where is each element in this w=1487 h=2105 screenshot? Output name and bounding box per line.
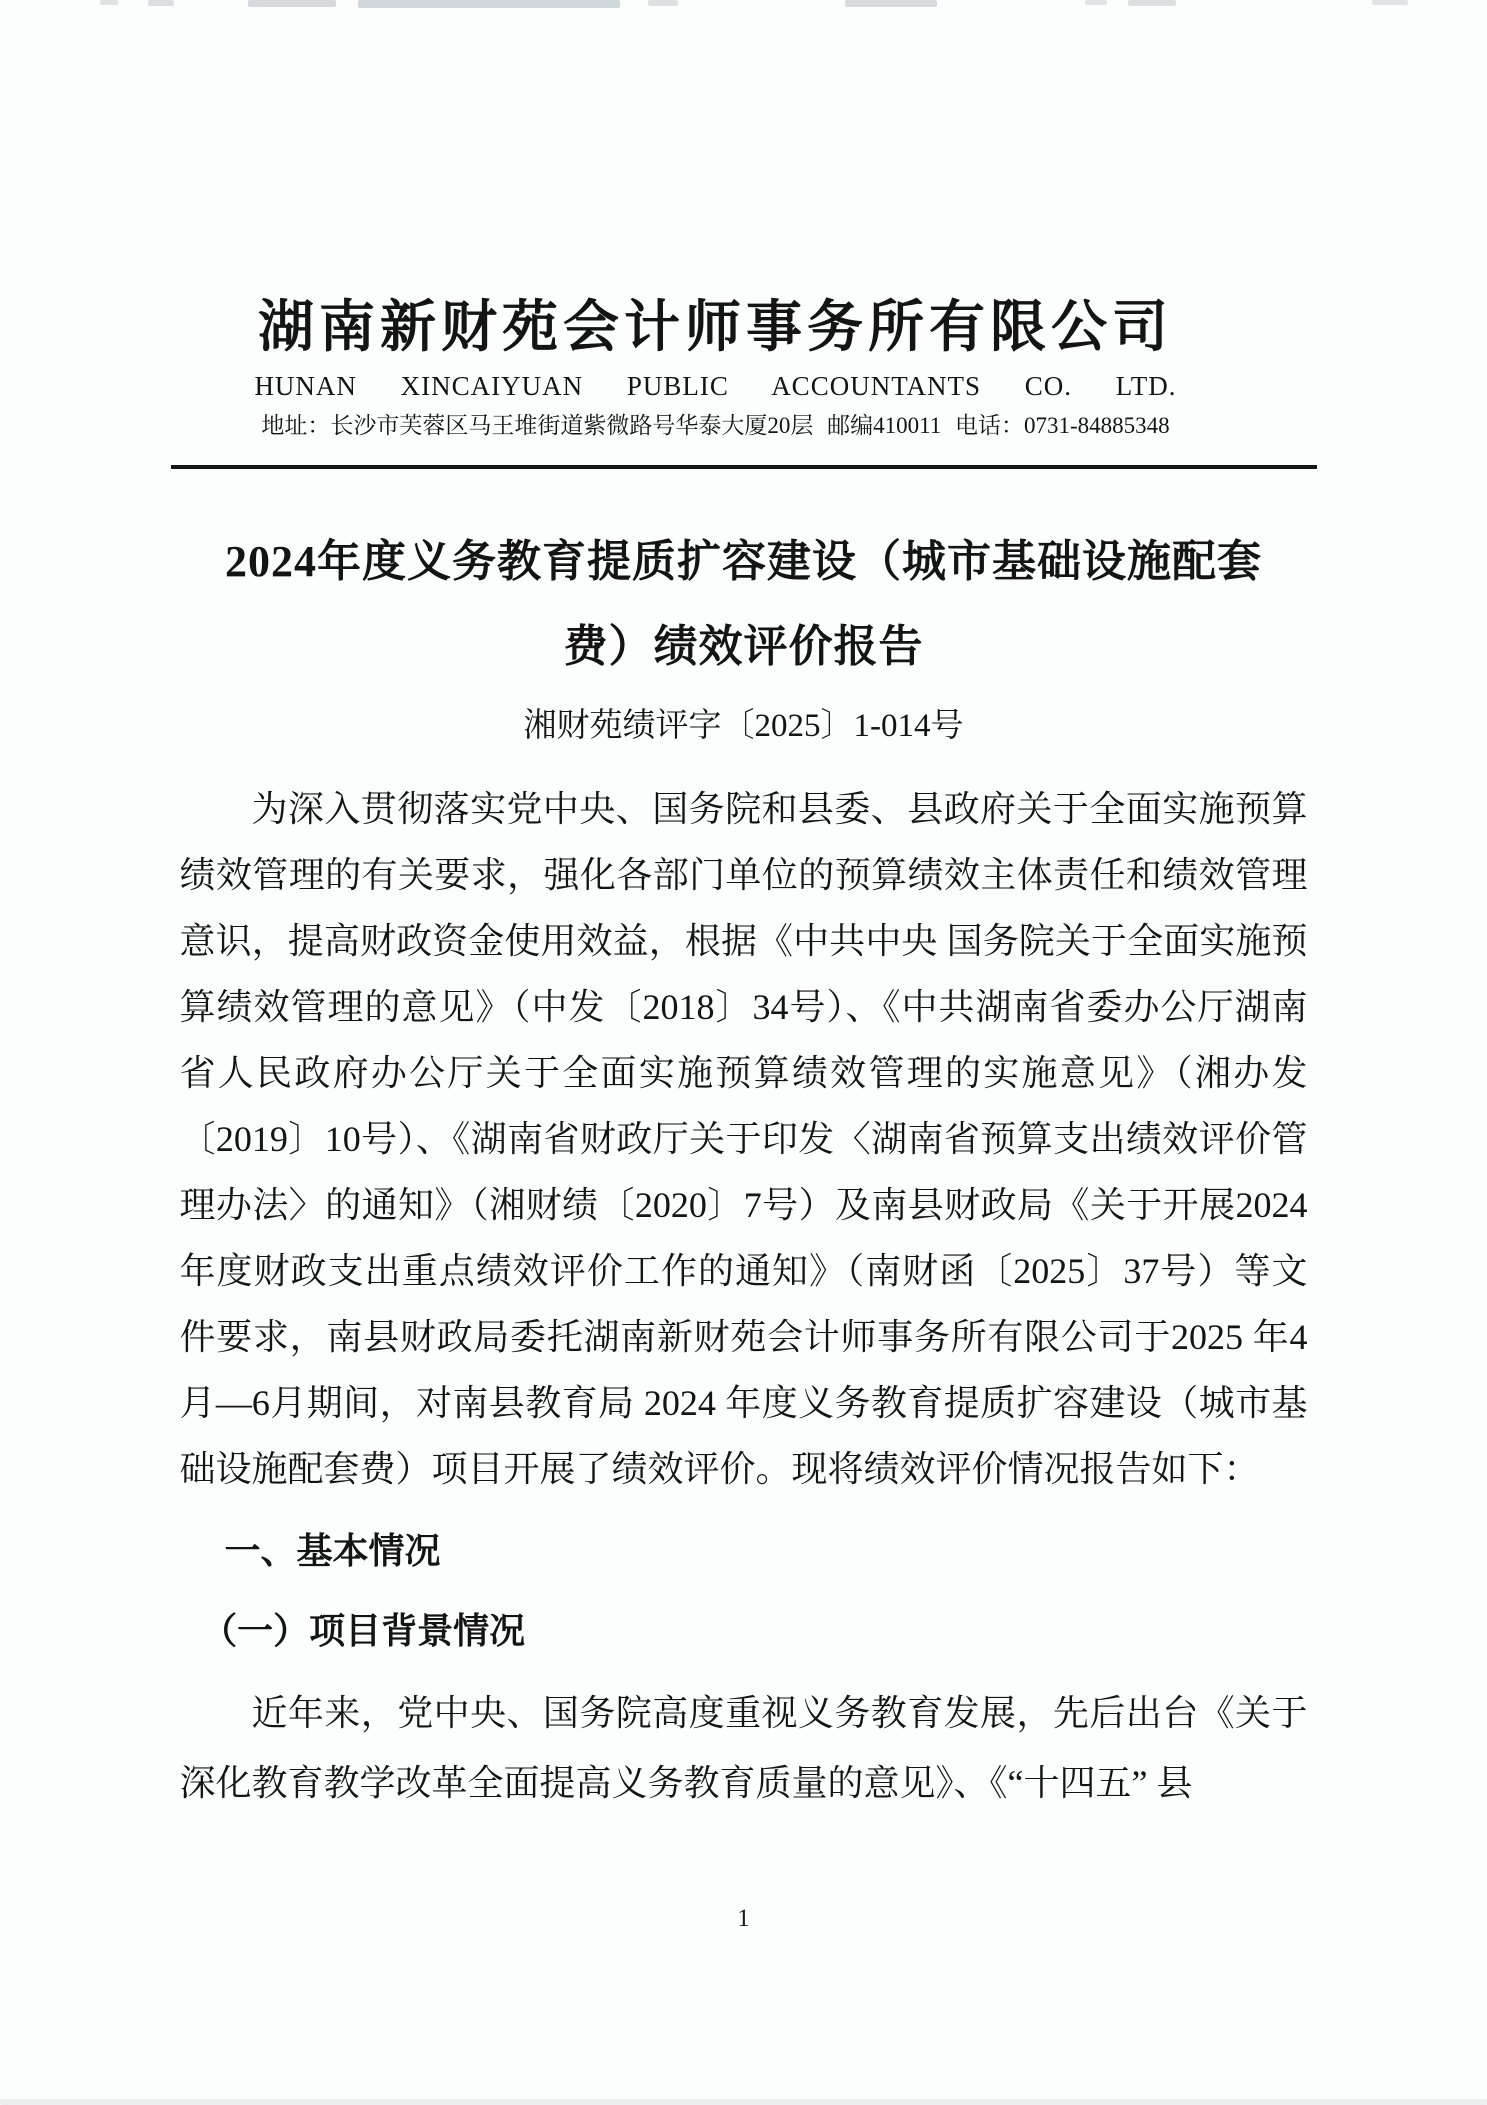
letterhead-divider (171, 465, 1317, 469)
report-title-line-1: 2024年度义务教育提质扩容建设（城市基础设施配套 (225, 536, 1262, 586)
company-name-en: HUNAN XINCAIYUAN PUBLIC ACCOUNTANTS CO. LTD. (254, 371, 1177, 402)
letterhead (152, 0, 1280, 441)
paragraph-project-background: 近年来，党中央、国务院高度重视义务教育发展，先后出台《关于深化教育教学改革全面提高义务教育质量的意见》、《“十四五” 县 (179, 1692, 1308, 1803)
report-title-line-2: 费）绩效评价报告 (563, 621, 924, 671)
page-number: 1 (737, 1905, 750, 1932)
section-heading-basic-situation: 一、基本情况 (224, 1530, 441, 1571)
company-name-cn: 湖南新财苑会计师事务所有限公司 (258, 297, 1173, 359)
document-number: 湘财苑绩评字〔2025〕1-014号 (523, 707, 964, 744)
address-line: 地址：长沙市芙蓉区马王堆街道紫微路号华泰大厦20层 邮编410011 电话：0731-84885348 (261, 412, 1170, 438)
paragraph-introduction: 为深入贯彻落实党中央、国务院和县委、县政府关于全面实施预算绩效管理的有关要求，强化各部门单位的预算绩效主体责任和绩效管理意识，提高财政资金使用效益，根据《中共中央 国务院关于全面实施预算绩效管理的意见》（中发〔2018〕34号）、《中共湖南省委办公厅湖南省人民政府办公厅关于全面实施预算绩效管理的实施意见》（湘办发〔2019〕10号）、《湖南省财政厅关于印发〈湖南省预算支出绩效评价管理办法〉的通知》（湘财绩〔2020〕7号）及南县财政局《关于开展2024年度财政支出重点绩效评价工作的通知》（南财函〔2025〕37号）等文件要求，南县财政局委托湖南新财苑会计师事务所有限公司于2025 年4月—6月期间，对南县教育局 2024 年度义务教育提质扩容建设（城市基础设施配套费）项目开展了绩效评价。现将绩效评价情况报告如下： (179, 788, 1308, 1489)
document-content (180, 0, 1308, 1818)
subsection-heading-project-background: （一）项目背景情况 (201, 1610, 526, 1651)
report-title (180, 519, 1308, 689)
